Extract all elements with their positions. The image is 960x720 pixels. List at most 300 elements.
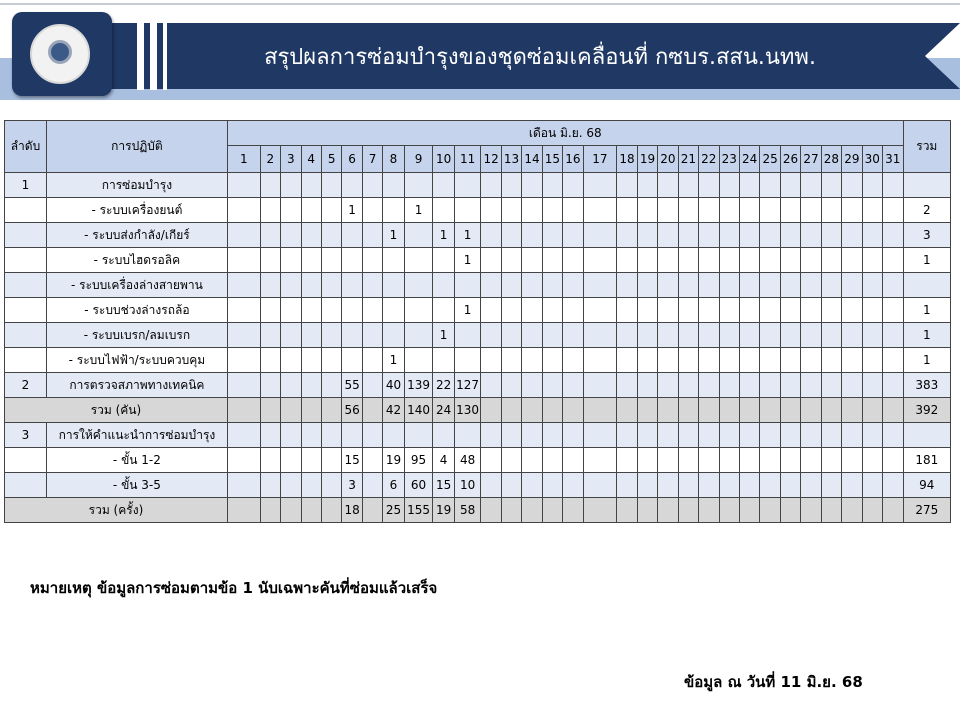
- day-cell: [821, 373, 841, 398]
- day-cell: 1: [433, 223, 454, 248]
- row-number: [5, 448, 47, 473]
- day-cell: [760, 323, 780, 348]
- day-cell: [433, 198, 454, 223]
- day-cell: 48: [454, 448, 481, 473]
- day-cell: [883, 348, 904, 373]
- day-cell: [563, 498, 583, 523]
- day-cell: [260, 423, 280, 448]
- day-cell: [739, 298, 759, 323]
- row-number: [5, 248, 47, 273]
- day-cell: [583, 198, 617, 223]
- day-cell: [658, 298, 678, 323]
- row-label: รวม (คัน): [5, 398, 228, 423]
- col-header-day: 20: [658, 146, 678, 173]
- page-title: สรุปผลการซ่อมบำรุงของชุดซ่อมเคลื่อนที่ กซบร.สสน.นทพ.: [264, 45, 816, 70]
- day-cell: [617, 223, 637, 248]
- col-header-day: 12: [481, 146, 501, 173]
- day-cell: [862, 173, 882, 198]
- day-cell: [321, 423, 341, 448]
- day-cell: [342, 423, 362, 448]
- day-cell: [862, 423, 882, 448]
- day-cell: [404, 223, 433, 248]
- col-header-day: 1: [227, 146, 260, 173]
- row-number: 2: [5, 373, 47, 398]
- day-cell: [760, 198, 780, 223]
- day-cell: [281, 273, 301, 298]
- day-cell: [719, 373, 739, 398]
- day-cell: [301, 373, 321, 398]
- day-cell: 95: [404, 448, 433, 473]
- day-cell: [227, 273, 260, 298]
- col-header-day: 9: [404, 146, 433, 173]
- day-cell: [842, 373, 862, 398]
- day-cell: 60: [404, 473, 433, 498]
- day-cell: [522, 173, 542, 198]
- day-cell: 1: [454, 298, 481, 323]
- day-cell: [563, 198, 583, 223]
- row-label: - ระบบส่งกำลัง/เกียร์: [46, 223, 227, 248]
- day-cell: [342, 348, 362, 373]
- col-header-day: 26: [780, 146, 800, 173]
- day-cell: [481, 348, 501, 373]
- day-cell: [342, 323, 362, 348]
- day-cell: [883, 248, 904, 273]
- day-cell: [404, 173, 433, 198]
- day-cell: [699, 223, 719, 248]
- day-cell: [678, 248, 698, 273]
- day-cell: [227, 173, 260, 198]
- day-cell: [617, 448, 637, 473]
- day-cell: [501, 348, 521, 373]
- day-cell: [637, 348, 657, 373]
- day-cell: [780, 173, 800, 198]
- day-cell: 4: [433, 448, 454, 473]
- day-cell: [260, 323, 280, 348]
- day-cell: [301, 348, 321, 373]
- day-cell: [617, 198, 637, 223]
- day-cell: [821, 348, 841, 373]
- day-cell: [454, 273, 481, 298]
- row-label: - ระบบเครื่องล่างสายพาน: [46, 273, 227, 298]
- day-cell: [260, 173, 280, 198]
- day-cell: [842, 473, 862, 498]
- day-cell: [583, 248, 617, 273]
- day-cell: [617, 498, 637, 523]
- day-cell: [678, 498, 698, 523]
- day-cell: 1: [342, 198, 362, 223]
- day-cell: [699, 323, 719, 348]
- day-cell: [678, 348, 698, 373]
- table-row: [5, 473, 951, 498]
- day-cell: [760, 173, 780, 198]
- day-cell: [260, 398, 280, 423]
- table-row: [5, 273, 951, 298]
- day-cell: [617, 398, 637, 423]
- day-cell: [301, 248, 321, 273]
- col-header-day: 18: [617, 146, 637, 173]
- row-total: 275: [903, 498, 950, 523]
- day-cell: [383, 248, 404, 273]
- day-cell: [583, 323, 617, 348]
- day-cell: [617, 298, 637, 323]
- day-cell: [719, 423, 739, 448]
- day-cell: [842, 223, 862, 248]
- row-total: 181: [903, 448, 950, 473]
- day-cell: [780, 298, 800, 323]
- row-label: - ขั้น 1-2: [46, 448, 227, 473]
- day-cell: [617, 323, 637, 348]
- day-cell: [719, 298, 739, 323]
- table-row: [5, 373, 951, 398]
- day-cell: 140: [404, 398, 433, 423]
- day-cell: [801, 198, 821, 223]
- day-cell: [637, 223, 657, 248]
- day-cell: [739, 498, 759, 523]
- day-cell: [780, 373, 800, 398]
- table-row: [5, 248, 951, 273]
- day-cell: [321, 173, 341, 198]
- day-cell: [719, 223, 739, 248]
- day-cell: [883, 373, 904, 398]
- day-cell: [404, 323, 433, 348]
- day-cell: [542, 498, 562, 523]
- data-as-of: ข้อมูล ณ วันที่ 11 มิ.ย. 68: [684, 673, 863, 691]
- day-cell: [281, 423, 301, 448]
- day-cell: [760, 423, 780, 448]
- day-cell: [281, 198, 301, 223]
- day-cell: [383, 298, 404, 323]
- day-cell: [563, 423, 583, 448]
- day-cell: [542, 373, 562, 398]
- day-cell: [522, 423, 542, 448]
- header-stripe: [137, 18, 144, 90]
- day-cell: [542, 323, 562, 348]
- day-cell: [862, 298, 882, 323]
- table-row: [5, 423, 951, 448]
- day-cell: [842, 298, 862, 323]
- day-cell: [739, 198, 759, 223]
- col-header-day: 25: [760, 146, 780, 173]
- col-header-day: 8: [383, 146, 404, 173]
- day-cell: [481, 248, 501, 273]
- day-cell: [678, 448, 698, 473]
- day-cell: [522, 223, 542, 248]
- day-cell: 15: [342, 448, 362, 473]
- day-cell: [739, 323, 759, 348]
- day-cell: [301, 498, 321, 523]
- row-label: - ระบบเครื่องยนต์: [46, 198, 227, 223]
- day-cell: [842, 173, 862, 198]
- day-cell: [260, 223, 280, 248]
- day-cell: [821, 398, 841, 423]
- day-cell: [301, 223, 321, 248]
- day-cell: [383, 423, 404, 448]
- total-row: [5, 398, 951, 423]
- day-cell: [321, 348, 341, 373]
- day-cell: [821, 223, 841, 248]
- day-cell: [699, 448, 719, 473]
- row-label: - ขั้น 3-5: [46, 473, 227, 498]
- day-cell: [301, 273, 321, 298]
- day-cell: [637, 473, 657, 498]
- day-cell: [801, 298, 821, 323]
- day-cell: [563, 298, 583, 323]
- day-cell: [583, 423, 617, 448]
- table-row: [5, 298, 951, 323]
- day-cell: [780, 423, 800, 448]
- day-cell: [801, 173, 821, 198]
- row-number: [5, 273, 47, 298]
- day-cell: [883, 298, 904, 323]
- day-cell: [433, 298, 454, 323]
- day-cell: [583, 473, 617, 498]
- col-header-day: 21: [678, 146, 698, 173]
- row-total: [903, 273, 950, 298]
- day-cell: [760, 348, 780, 373]
- day-cell: [883, 173, 904, 198]
- row-label: - ระบบไฟฟ้า/ระบบควบคุม: [46, 348, 227, 373]
- row-total: 383: [903, 373, 950, 398]
- day-cell: [739, 373, 759, 398]
- day-cell: [583, 298, 617, 323]
- day-cell: 1: [383, 348, 404, 373]
- day-cell: [719, 273, 739, 298]
- day-cell: [760, 273, 780, 298]
- day-cell: [454, 348, 481, 373]
- day-cell: [739, 423, 759, 448]
- day-cell: [658, 373, 678, 398]
- day-cell: [404, 423, 433, 448]
- agency-emblem-icon: [48, 40, 72, 64]
- day-cell: [454, 323, 481, 348]
- day-cell: 1: [404, 198, 433, 223]
- day-cell: [658, 223, 678, 248]
- day-cell: [699, 248, 719, 273]
- day-cell: [433, 173, 454, 198]
- day-cell: [678, 423, 698, 448]
- day-cell: [281, 348, 301, 373]
- day-cell: [301, 448, 321, 473]
- day-cell: [362, 223, 382, 248]
- day-cell: [281, 448, 301, 473]
- day-cell: [321, 273, 341, 298]
- day-cell: [542, 273, 562, 298]
- day-cell: 25: [383, 498, 404, 523]
- day-cell: [801, 473, 821, 498]
- day-cell: [719, 348, 739, 373]
- day-cell: [362, 348, 382, 373]
- day-cell: [780, 448, 800, 473]
- col-header-day: 16: [563, 146, 583, 173]
- col-header-day: 22: [699, 146, 719, 173]
- day-cell: [522, 448, 542, 473]
- day-cell: [883, 398, 904, 423]
- day-cell: [342, 248, 362, 273]
- day-cell: [678, 198, 698, 223]
- day-cell: [617, 423, 637, 448]
- day-cell: [301, 298, 321, 323]
- day-cell: [404, 248, 433, 273]
- day-cell: [542, 298, 562, 323]
- day-cell: [404, 273, 433, 298]
- day-cell: [501, 298, 521, 323]
- col-header-day: 15: [542, 146, 562, 173]
- col-header-day: 6: [342, 146, 362, 173]
- day-cell: [227, 498, 260, 523]
- row-total: 392: [903, 398, 950, 423]
- day-cell: [678, 173, 698, 198]
- day-cell: [658, 398, 678, 423]
- day-cell: [801, 448, 821, 473]
- day-cell: [801, 323, 821, 348]
- day-cell: [883, 473, 904, 498]
- day-cell: [433, 248, 454, 273]
- day-cell: [583, 498, 617, 523]
- day-cell: 1: [383, 223, 404, 248]
- day-cell: [501, 198, 521, 223]
- day-cell: [760, 398, 780, 423]
- day-cell: [821, 473, 841, 498]
- day-cell: [801, 348, 821, 373]
- day-cell: [227, 473, 260, 498]
- day-cell: [281, 248, 301, 273]
- day-cell: [862, 273, 882, 298]
- day-cell: [658, 348, 678, 373]
- day-cell: [227, 298, 260, 323]
- day-cell: [362, 198, 382, 223]
- day-cell: 58: [454, 498, 481, 523]
- day-cell: [678, 273, 698, 298]
- day-cell: [481, 373, 501, 398]
- day-cell: [362, 173, 382, 198]
- day-cell: [842, 248, 862, 273]
- day-cell: [617, 248, 637, 273]
- day-cell: [481, 223, 501, 248]
- day-cell: [522, 198, 542, 223]
- day-cell: [362, 273, 382, 298]
- day-cell: [780, 223, 800, 248]
- day-cell: [719, 323, 739, 348]
- day-cell: [780, 273, 800, 298]
- day-cell: [522, 273, 542, 298]
- day-cell: [801, 223, 821, 248]
- day-cell: [563, 273, 583, 298]
- day-cell: [678, 398, 698, 423]
- day-cell: [321, 448, 341, 473]
- day-cell: [583, 448, 617, 473]
- col-header-day: 10: [433, 146, 454, 173]
- col-header-activity: การปฏิบัติ: [46, 121, 227, 173]
- row-total: 3: [903, 223, 950, 248]
- row-total: 1: [903, 323, 950, 348]
- day-cell: [501, 448, 521, 473]
- day-cell: [321, 473, 341, 498]
- day-cell: [883, 273, 904, 298]
- day-cell: [281, 498, 301, 523]
- day-cell: 19: [383, 448, 404, 473]
- day-cell: [563, 473, 583, 498]
- day-cell: [281, 223, 301, 248]
- footnote: หมายเหตุ ข้อมูลการซ่อมตามข้อ 1 นับเฉพาะคันที่ซ่อมแล้วเสร็จ: [30, 579, 438, 597]
- header-stripe: [163, 18, 167, 90]
- day-cell: [637, 173, 657, 198]
- day-cell: [321, 373, 341, 398]
- row-total: 1: [903, 298, 950, 323]
- logo: [30, 24, 90, 84]
- day-cell: [760, 498, 780, 523]
- day-cell: [583, 373, 617, 398]
- row-number: [5, 223, 47, 248]
- col-header-day: 11: [454, 146, 481, 173]
- row-total: 2: [903, 198, 950, 223]
- day-cell: [699, 348, 719, 373]
- day-cell: 3: [342, 473, 362, 498]
- day-cell: [821, 498, 841, 523]
- day-cell: [617, 473, 637, 498]
- day-cell: [719, 248, 739, 273]
- day-cell: [801, 248, 821, 273]
- day-cell: [760, 248, 780, 273]
- day-cell: [383, 273, 404, 298]
- day-cell: [260, 198, 280, 223]
- day-cell: [281, 373, 301, 398]
- row-number: [5, 323, 47, 348]
- day-cell: 18: [342, 498, 362, 523]
- table-row: [5, 173, 951, 198]
- day-cell: [227, 248, 260, 273]
- day-cell: [404, 298, 433, 323]
- row-label: การให้คำแนะนำการซ่อมบำรุง: [46, 423, 227, 448]
- day-cell: [842, 323, 862, 348]
- day-cell: [658, 423, 678, 448]
- day-cell: [563, 248, 583, 273]
- day-cell: [227, 323, 260, 348]
- day-cell: [821, 273, 841, 298]
- day-cell: [563, 373, 583, 398]
- day-cell: [842, 448, 862, 473]
- day-cell: [481, 323, 501, 348]
- day-cell: [501, 248, 521, 273]
- day-cell: [563, 348, 583, 373]
- day-cell: [801, 423, 821, 448]
- day-cell: [501, 373, 521, 398]
- day-cell: 130: [454, 398, 481, 423]
- day-cell: [862, 398, 882, 423]
- day-cell: [301, 398, 321, 423]
- day-cell: [301, 198, 321, 223]
- day-cell: 15: [433, 473, 454, 498]
- row-number: [5, 348, 47, 373]
- day-cell: [383, 198, 404, 223]
- day-cell: [658, 273, 678, 298]
- day-cell: 40: [383, 373, 404, 398]
- day-cell: [637, 248, 657, 273]
- day-cell: [563, 223, 583, 248]
- col-header-day: 31: [883, 146, 904, 173]
- day-cell: [321, 298, 341, 323]
- row-total: 94: [903, 473, 950, 498]
- day-cell: [481, 398, 501, 423]
- day-cell: [281, 473, 301, 498]
- day-cell: [862, 348, 882, 373]
- day-cell: [583, 348, 617, 373]
- day-cell: [227, 398, 260, 423]
- day-cell: [260, 498, 280, 523]
- day-cell: [699, 498, 719, 523]
- day-cell: [801, 373, 821, 398]
- day-cell: [678, 323, 698, 348]
- top-rule: [0, 3, 960, 5]
